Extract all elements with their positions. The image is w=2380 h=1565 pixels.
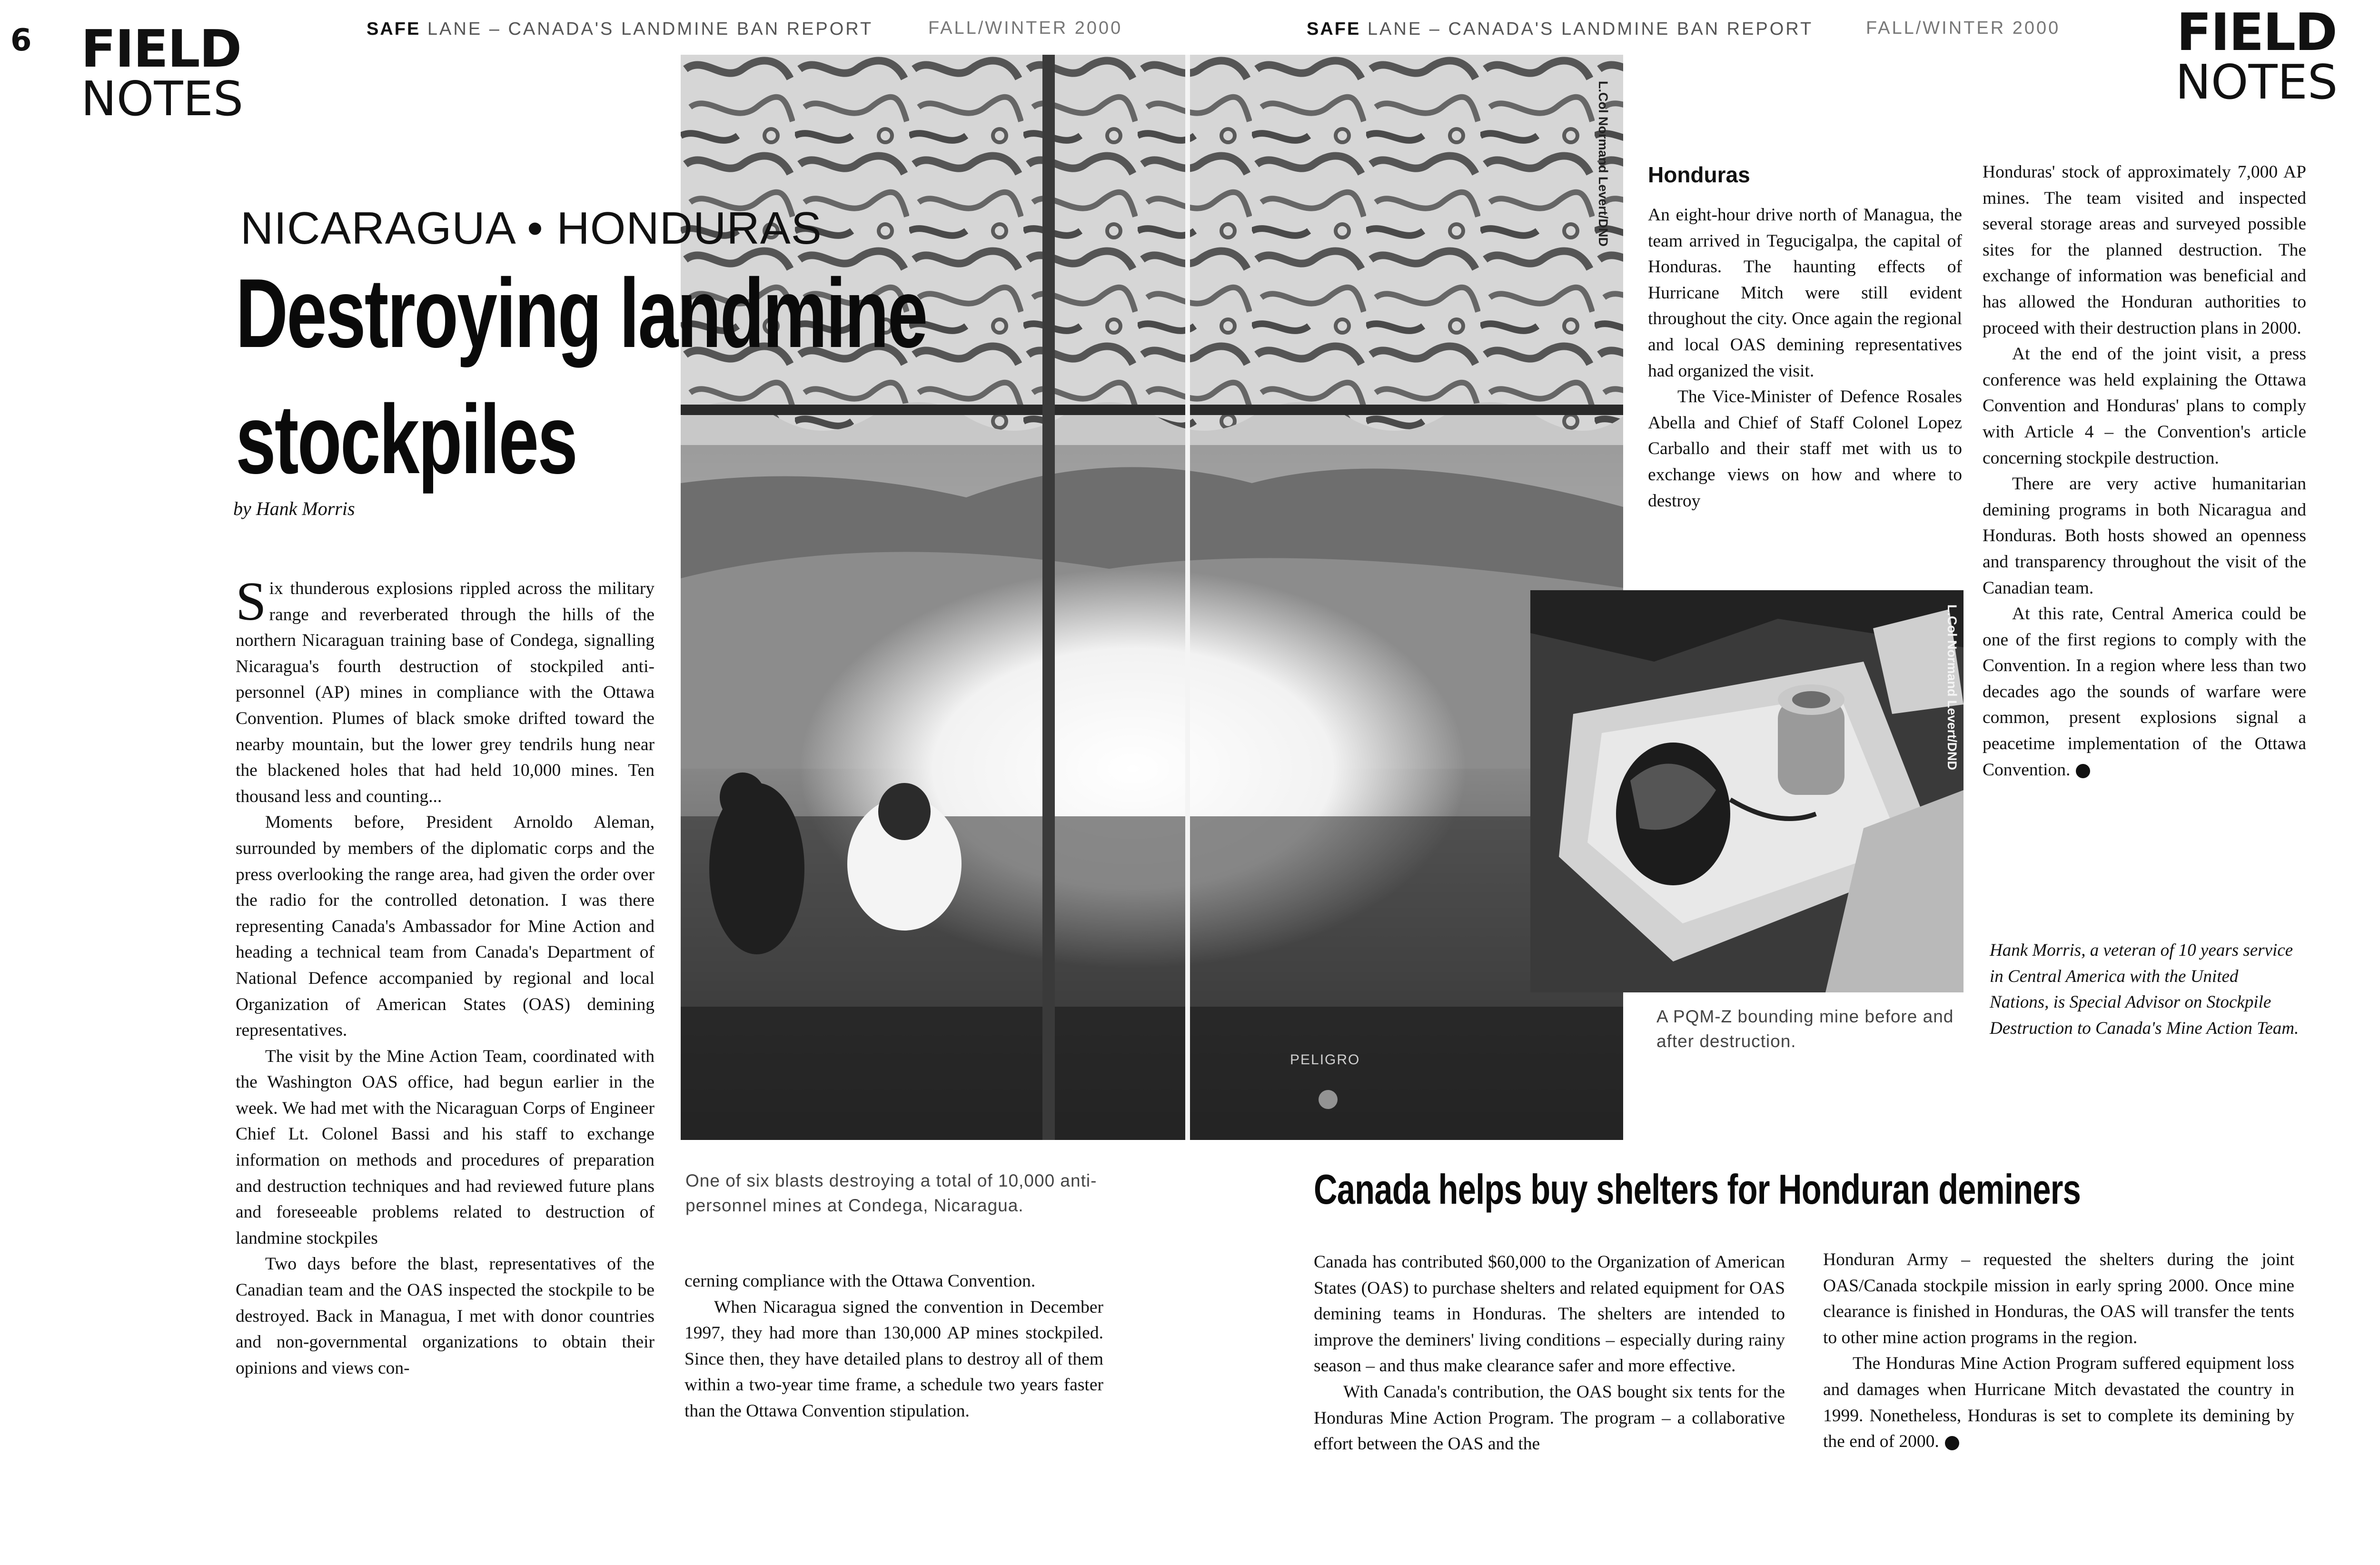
- article-kicker: NICARAGUA • HONDURAS: [240, 203, 822, 254]
- section-flag-notes: NOTES: [81, 71, 244, 127]
- article-paragraph: At the end of the joint visit, a press conference was held explaining the Ottawa Convention and Honduras' plans to comply with Article 4 – the Convention's article concerning stockpile destruction.: [1983, 344, 2306, 468]
- author-bio: Hank Morris, a veteran of 10 years service in Central America with the United Nations, is Special Advisor on Stockpile Destruction to Canada's Mine Action Team.: [1990, 941, 2299, 1038]
- article-headline-line1: Destroying landmine: [236, 258, 927, 368]
- article-paragraph: cerning compliance with the Ottawa Convention.: [684, 1271, 1036, 1291]
- mine-photo-image: [1530, 590, 1964, 992]
- mine-photo-credit: L.Col Normand Levert/DND: [1945, 604, 1959, 771]
- brand-bold: SAFE: [1307, 19, 1361, 39]
- main-photo-credit: L.Col Normand Levert/DND: [1596, 81, 1610, 247]
- article-paragraph: Two days before the blast, representatives of the Canadian team and the OAS inspected the stockpile to be destroyed. Back in Managua, I met with donor countries and non-governmental organizations to obtain their opinions and views con-: [236, 1254, 654, 1378]
- mine-label-peligro: PELIGRO: [1290, 1052, 1360, 1068]
- sidebar-headline: Canada helps buy shelters for Honduran deminers: [1314, 1166, 2081, 1213]
- article-paragraph: The Vice-Minister of Defence Rosales Abella and Chief of Staff Colonel Lopez Carballo and their staff met with us to exchange views on how and where to destroy: [1648, 387, 1962, 511]
- end-mark-icon: [2076, 764, 2090, 778]
- sidebar-column-1: [1314, 1249, 1785, 1457]
- article-column-4: [1983, 159, 2306, 783]
- sidebar-column-2: [1823, 1247, 2294, 1455]
- mine-photo: [1530, 590, 1964, 992]
- article-paragraph: When Nicaragua signed the convention in December 1997, they had more than 130,000 AP mines stockpiled. Since then, they have detailed plans to destroy all of them within a two-year time frame, a schedule two years faster than the Ottawa Convention stipulation.: [684, 1297, 1103, 1421]
- article-paragraph: At this rate, Central America could be one of the first regions to comply with the Convention. In a region where less than two decades ago the sounds of warfare were common, present explosions signal a peacetime implementation of the Ottawa Convention.: [1983, 604, 2306, 780]
- article-paragraph: Moments before, President Arnoldo Aleman, surrounded by members of the diplomatic corps and the press overlooking the range area, had given the order over the radio for the controlled detonation. I was there representing Canada's Ambassador for Mine Action and heading a technical team from Canada's Department of National Defence accompanied by regional and local Organization of American States (OAS) demining representatives.: [236, 812, 654, 1040]
- article-column-1: [236, 571, 654, 1381]
- section-flag-notes: NOTES: [2175, 54, 2338, 110]
- running-header-season-right: FALL/WINTER 2000: [1866, 18, 2061, 38]
- subhead-honduras: Honduras: [1648, 162, 1750, 187]
- brand-rest: LANE – CANADA'S LANDMINE BAN REPORT: [427, 19, 873, 39]
- article-column-3: [1648, 202, 1962, 514]
- article-paragraph: An eight-hour drive north of Managua, the team arrived in Tegucigalpa, the capital of Honduras. The haunting effects of Hurricane Mitch were still evident throughout the city. Once again the regional and local OAS demining representatives had organized the visit.: [1648, 205, 1962, 381]
- brand-bold: SAFE: [367, 19, 421, 39]
- running-header-season-left: FALL/WINTER 2000: [928, 18, 1123, 38]
- running-header-left: [367, 19, 873, 40]
- brand-rest: LANE – CANADA'S LANDMINE BAN REPORT: [1367, 19, 1814, 39]
- section-flag-field: FIELD: [2176, 3, 2337, 62]
- mine-photo-caption: A PQM-Z bounding mine before and after destruction.: [1656, 1007, 1954, 1051]
- drop-cap: S: [236, 571, 267, 632]
- main-photo-caption: One of six blasts destroying a total of 10,000 anti-personnel mines at Condega, Nicaragua.: [685, 1171, 1097, 1215]
- sidebar-paragraph: With Canada's contribution, the OAS bought six tents for the Honduras Mine Action Program. The program – a collaborative effort between the OAS and the: [1314, 1382, 1785, 1454]
- section-flag-right: [2175, 3, 2338, 110]
- sidebar-paragraph: The Honduras Mine Action Program suffered equipment loss and damages when Hurricane Mitch devastated the country in 1999. Nonetheless, Honduras is set to complete its demining by the end of 2000.: [1823, 1354, 2294, 1452]
- article-byline: by Hank Morris: [233, 498, 355, 519]
- end-mark-icon: [1945, 1436, 1959, 1450]
- article-paragraph: There are very active humanitarian demining programs in both Nicaragua and Honduras. Both hosts showed an openness and transparency throughout the visit of the Canadian team.: [1983, 474, 2306, 598]
- page-number-left: 6: [10, 23, 32, 58]
- section-flag-field: FIELD: [81, 20, 241, 79]
- article-headline-line2: stockpiles: [236, 385, 577, 494]
- sidebar-paragraph: Honduran Army – requested the shelters during the joint OAS/Canada stockpile mission in early spring 2000. Once mine clearance is finished in Honduras, the OAS will transfer the tents to other mine action programs in the region.: [1823, 1250, 2294, 1347]
- running-header-right: [1307, 19, 1813, 40]
- article-paragraph: The visit by the Mine Action Team, coordinated with the Washington OAS office, had begun earlier in the week. We had met with the Nicaraguan Corps of Engineer Chief Lt. Colonel Bassi and his staff to exchange information on methods and procedures of preparation and destruction techniques and had reviewed future plans and foreseeable problems related to destruction of landmine stockpiles: [236, 1046, 654, 1248]
- main-photo-blast: [681, 55, 1623, 1140]
- article-paragraph: Honduras' stock of approximately 7,000 AP mines. The team visited and inspected several storage areas and surveyed possible sites for the planned destruction. The exchange of information was beneficial and has allowed the Honduran authorities to proceed with their destruction plans in 2000.: [1983, 162, 2306, 338]
- article-paragraph: Six thunderous explosions rippled across the military range and reverberated through the hills of the northern Nicaraguan training base of Condega, signalling Nicaragua's fourth destruction of stockpiled anti-personnel (AP) mines in compliance with the Ottawa Convention. Plumes of black smoke drifted toward the nearby mountain, but the lower grey tendrils hung near the blackened holes that had held 10,000 mines. Ten thousand less and counting...: [236, 571, 654, 806]
- article-column-2: [684, 1268, 1103, 1425]
- sidebar-paragraph: Canada has contributed $60,000 to the Organization of American States (OAS) to purchase shelters and related equipment for OAS demining teams in Honduras. The shelters are intended to improve the deminers' living conditions – especially during rainy season – and thus make clearance safer and more effective.: [1314, 1252, 1785, 1376]
- main-photo-image: [681, 55, 1623, 1140]
- section-flag-left: [81, 20, 244, 127]
